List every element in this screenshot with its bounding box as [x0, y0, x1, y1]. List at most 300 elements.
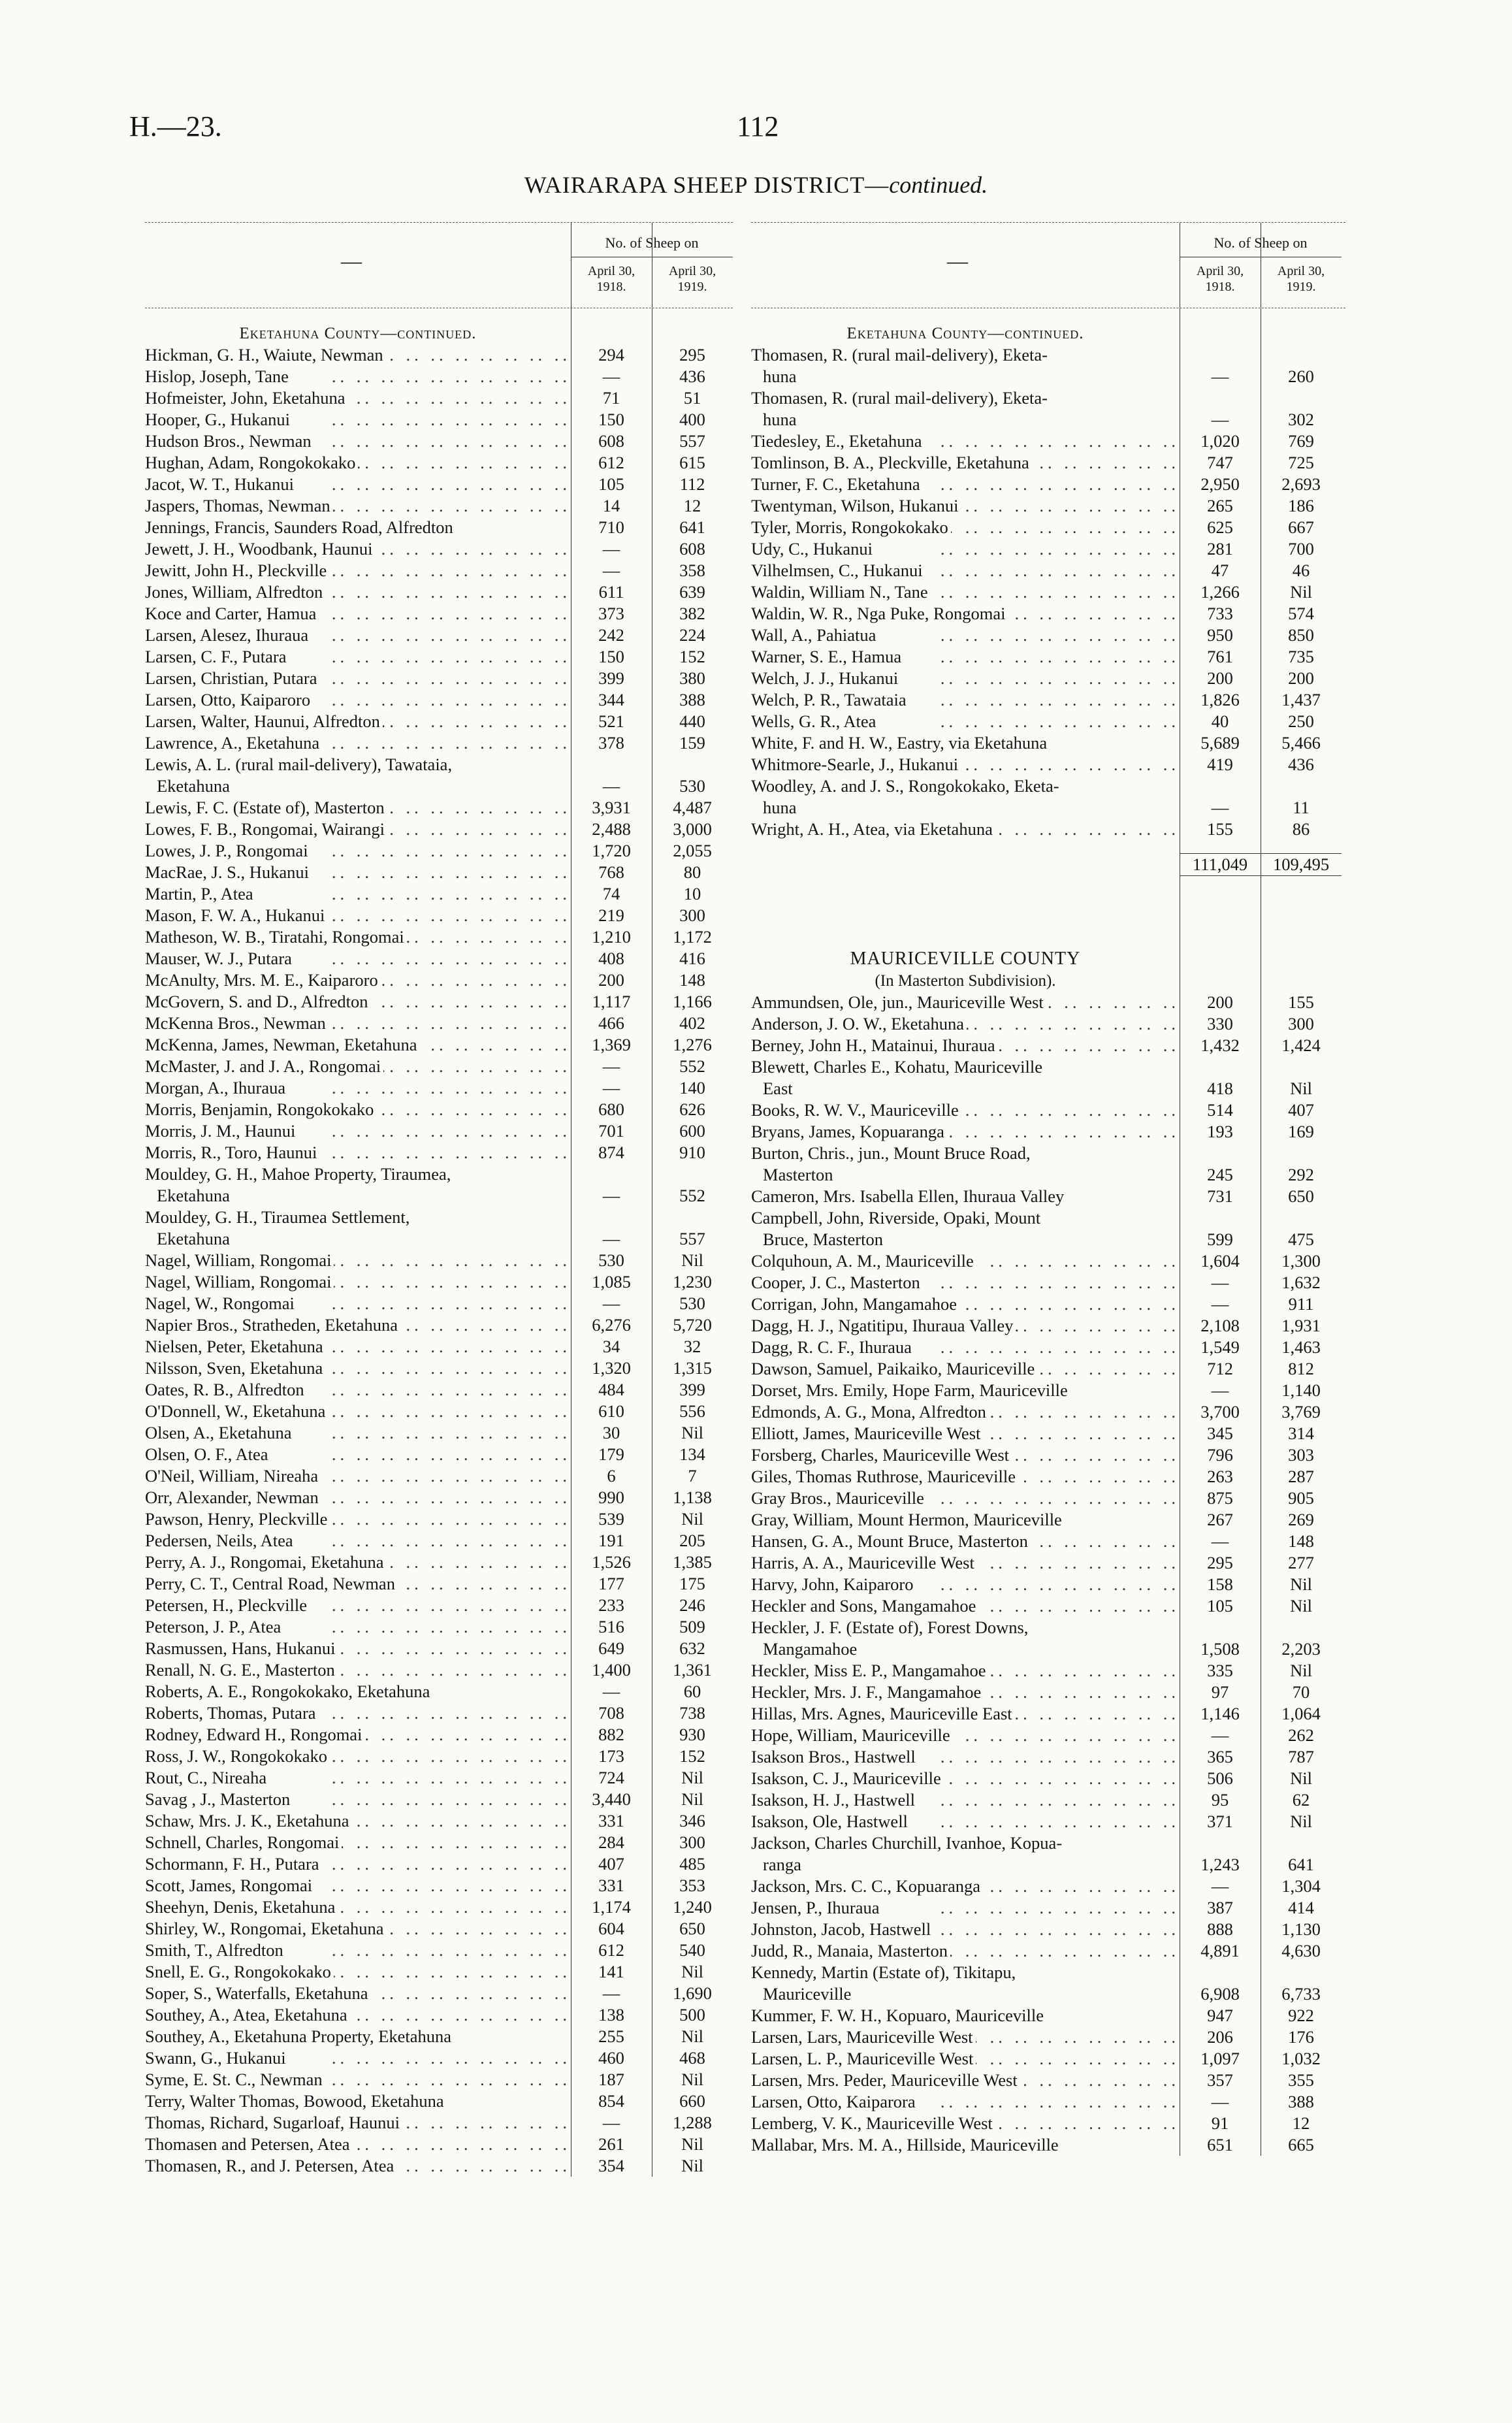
sheep-1919: 292 — [1288, 1165, 1314, 1184]
table-row — [145, 495, 733, 517]
holder-name: White, F. and H. W., Eastry, via Eketahuna — [751, 732, 1180, 754]
table-row — [145, 1163, 733, 1207]
table-row — [145, 581, 733, 603]
sheep-1919: 300 — [679, 905, 705, 925]
table-row — [751, 1552, 1345, 1574]
table-row — [145, 1552, 733, 1573]
sheep-1919: 140 — [679, 1078, 705, 1098]
table-row — [751, 581, 1345, 603]
table-row — [751, 625, 1345, 646]
sheep-1919: 416 — [679, 949, 705, 968]
sheep-1918: 530 — [598, 1250, 624, 1270]
table-row — [751, 2091, 1345, 2113]
holder-name-continued: Masterton — [763, 1165, 833, 1184]
sheep-1919: 600 — [679, 1121, 705, 1141]
holder-name: Tomlinson, B. A., Pleckville, Eketahuna .. — [751, 452, 1180, 474]
holder-name: Hillas, Mrs. Agnes, Mauriceville East .. — [751, 1703, 1180, 1725]
holder-name: Larsen, Walter, Haunui, Alfredton .. — [145, 711, 571, 732]
page-reference: H.—23. — [129, 110, 222, 142]
sheep-1918: 1,243 — [1200, 1855, 1240, 1874]
holder-name: Colquhoun, A. M., Mauriceville .. — [751, 1250, 1180, 1272]
table-row — [145, 2026, 733, 2047]
holder-name: Kummer, F. W. H., Kopuaro, Mauriceville — [751, 2005, 1180, 2026]
table-row — [145, 991, 733, 1013]
holder-name: Tyler, Morris, Rongokokako .. — [751, 517, 1180, 538]
sheep-1918: 365 — [1207, 1747, 1233, 1766]
sheep-1919: 632 — [679, 1638, 705, 1658]
sheep-1919: 436 — [1288, 755, 1314, 774]
table-row — [145, 2047, 733, 2069]
holder-name: Wall, A., Pahiatua .. — [751, 625, 1180, 646]
sheep-1919: 155 — [1288, 992, 1314, 1012]
holder-name: Larsen, Mrs. Peder, Mauriceville West .. — [751, 2070, 1180, 2091]
sheep-1919: 300 — [679, 1832, 705, 1852]
sheep-1919: 922 — [1288, 2006, 1314, 2025]
sheep-1919: 475 — [1288, 1229, 1314, 1249]
sheep-1919: 930 — [679, 1725, 705, 1744]
holder-name: Dawson, Samuel, Paikaiko, Mauriceville .. — [751, 1358, 1180, 1380]
sheep-1919: 148 — [679, 970, 705, 990]
sheep-1918: — — [1211, 1273, 1229, 1292]
table-row — [145, 1940, 733, 1961]
sheep-1918: 242 — [598, 625, 624, 645]
sheep-1918: 1,720 — [592, 841, 631, 860]
sheep-1919: Nil — [1290, 1596, 1312, 1616]
sheep-1918: 731 — [1207, 1186, 1233, 1206]
sheep-1919: 905 — [1288, 1488, 1314, 1508]
sheep-1919: 260 — [1288, 366, 1314, 386]
sheep-1919: 388 — [679, 690, 705, 709]
table-row — [145, 1595, 733, 1616]
table-row — [751, 1811, 1345, 1832]
sheep-1919: 10 — [683, 884, 701, 903]
table-row — [751, 1725, 1345, 1746]
total-1918: 111,049 — [1180, 853, 1261, 876]
sheep-1919: 557 — [679, 1229, 705, 1248]
table-row — [145, 2155, 733, 2177]
sheep-1918: 516 — [598, 1617, 624, 1636]
sheep-1919: 608 — [679, 539, 705, 559]
holder-name: Schnell, Charles, Rongomai .. — [145, 1832, 571, 1853]
sheep-1918: 1,320 — [592, 1358, 631, 1378]
sheep-1918: 408 — [598, 949, 624, 968]
header-year-1919: April 30, 1919. — [668, 264, 716, 294]
sheep-1919: 650 — [1288, 1186, 1314, 1206]
table-row — [751, 711, 1345, 732]
table-row — [751, 1962, 1345, 2005]
sheep-1918: 233 — [598, 1595, 624, 1615]
holder-name: Hislop, Joseph, Tane .. — [145, 366, 571, 387]
holder-name-continued: Eketahuna — [157, 1229, 230, 1248]
table-row — [145, 646, 733, 668]
holder-name: Heckler, Miss E. P., Mangamahoe .. — [751, 1660, 1180, 1682]
holder-name: Olsen, O. F., Atea .. — [145, 1444, 571, 1465]
sheep-1919: 530 — [679, 776, 705, 796]
sheep-1918: 768 — [598, 862, 624, 882]
table-row — [145, 409, 733, 431]
sheep-1919: 407 — [1288, 1100, 1314, 1120]
sheep-1918: 599 — [1207, 1229, 1233, 1249]
heading-main: WAIRARAPA SHEEP DISTRICT— — [524, 172, 890, 198]
holder-name-continued: Bruce, Masterton — [763, 1229, 883, 1249]
sheep-1919: 269 — [1288, 1510, 1314, 1529]
sheep-1918: 150 — [598, 647, 624, 666]
table-row — [145, 1013, 733, 1034]
sheep-1919: 850 — [1288, 625, 1314, 645]
sheep-1918: 187 — [598, 2070, 624, 2089]
sheep-1919: 787 — [1288, 1747, 1314, 1766]
sheep-1919: 134 — [679, 1444, 705, 1464]
table-row — [751, 1250, 1345, 1272]
holder-name: Snell, E. G., Rongokokako .. — [145, 1961, 571, 1983]
holder-name: Cooper, J. C., Masterton .. — [751, 1272, 1180, 1293]
holder-name: Jewett, J. H., Woodbank, Haunui .. — [145, 538, 571, 560]
section-title-mauriceville: MAURICEVILLE COUNTY — [850, 949, 1081, 969]
table-row — [751, 474, 1345, 495]
sheep-1918: 40 — [1211, 711, 1229, 731]
right-table-body — [751, 308, 1345, 2156]
sheep-1918: 105 — [1207, 1596, 1233, 1616]
holder-name: Dagg, H. J., Ngatitipu, Ihuraua Valley .. — [751, 1315, 1180, 1337]
sheep-1918: 484 — [598, 1380, 624, 1399]
sheep-1918: 354 — [598, 2156, 624, 2175]
table-row — [145, 1875, 733, 1896]
sheep-1919: 436 — [679, 366, 705, 386]
sheep-1918: — — [1211, 2092, 1229, 2111]
sheep-1919: Nil — [681, 1509, 703, 1529]
holder-name: Waldin, William N., Tane .. — [751, 581, 1180, 603]
holder-name: Olsen, A., Eketahuna .. — [145, 1422, 571, 1444]
sheep-1919: 2,055 — [673, 841, 712, 860]
section-title-eketahuna: Eketahuna County—continued. — [846, 325, 1084, 342]
table-row — [145, 1056, 733, 1077]
holder-name: Wright, A. H., Atea, via Eketahuna .. — [751, 819, 1180, 840]
sheep-1918: 796 — [1207, 1445, 1233, 1465]
holder-name: Edmonds, A. G., Mona, Alfredton .. — [751, 1401, 1180, 1423]
holder-name: Roberts, Thomas, Putara .. — [145, 1702, 571, 1724]
sheep-1919: 224 — [679, 625, 705, 645]
table-row — [145, 1207, 733, 1250]
holder-name: Isakson, H. J., Hastwell .. — [751, 1789, 1180, 1811]
table-row — [145, 1810, 733, 1832]
sheep-1919: 62 — [1292, 1790, 1310, 1810]
total-1919: 109,495 — [1261, 853, 1342, 876]
sheep-1918: 357 — [1207, 2070, 1233, 2090]
holder-name: Turner, F. C., Eketahuna .. — [751, 474, 1180, 495]
holder-name-continued: Mauriceville — [763, 1984, 852, 2004]
sheep-1919: 1,632 — [1281, 1273, 1321, 1292]
holder-name-continued: huna — [763, 366, 797, 386]
sheep-1918: 710 — [598, 517, 624, 537]
holder-name: Dorset, Mrs. Emily, Hope Farm, Mauriceville — [751, 1380, 1180, 1401]
sheep-1919: 641 — [1288, 1855, 1314, 1874]
sheep-1919: 1,385 — [673, 1552, 712, 1572]
sheep-1918: 651 — [1207, 2135, 1233, 2155]
holder-name: Nagel, William, Rongomai .. — [145, 1271, 571, 1293]
holder-name: Kennedy, Martin (Estate of), Tikitapu, — [751, 1962, 1180, 1983]
holder-name: Lawrence, A., Eketahuna .. — [145, 732, 571, 754]
sheep-1919: 314 — [1288, 1423, 1314, 1443]
holder-name: McMaster, J. and J. A., Rongomai .. — [145, 1056, 571, 1077]
sheep-1918: — — [602, 1078, 620, 1098]
sheep-1919: 615 — [679, 453, 705, 472]
table-row — [751, 495, 1345, 517]
sheep-1918: 1,549 — [1200, 1337, 1240, 1357]
table-row — [751, 1488, 1345, 1509]
holder-name: Pawson, Henry, Pleckville .. — [145, 1508, 571, 1530]
sheep-1918: 173 — [598, 1746, 624, 1766]
sheep-1918: — — [602, 1983, 620, 2003]
sheep-1919: Nil — [681, 1423, 703, 1442]
sheep-1919: 1,064 — [1281, 1704, 1321, 1723]
sheep-1918: 200 — [598, 970, 624, 990]
table-row — [751, 517, 1345, 538]
sheep-1918: — — [1211, 1531, 1229, 1551]
sheep-1919: 468 — [679, 2048, 705, 2068]
holder-name: Nielsen, Peter, Eketahuna .. — [145, 1336, 571, 1358]
table-row — [751, 646, 1345, 668]
sheep-1918: 281 — [1207, 539, 1233, 559]
table-row — [145, 797, 733, 819]
sheep-1918: 761 — [1207, 647, 1233, 666]
holder-name-continued: Eketahuna — [157, 776, 230, 796]
holder-name: Thomasen, R., and J. Petersen, Atea .. — [145, 2155, 571, 2177]
table-row — [145, 2069, 733, 2090]
table-row — [751, 1315, 1345, 1337]
sheep-1919: 358 — [679, 561, 705, 580]
sheep-1918: 105 — [598, 474, 624, 494]
sheep-1918: — — [1211, 1876, 1229, 1896]
sheep-1918: 331 — [598, 1811, 624, 1830]
table-row — [145, 344, 733, 366]
sheep-1919: 700 — [1288, 539, 1314, 559]
table-row — [145, 926, 733, 948]
sheep-1919: 399 — [679, 1380, 705, 1399]
sheep-1919: 12 — [683, 496, 701, 515]
holder-name: Jennings, Francis, Saunders Road, Alfredton — [145, 517, 571, 538]
holder-name: Mouldey, G. H., Mahoe Property, Tiraumea, — [145, 1163, 571, 1185]
table-row — [145, 1142, 733, 1163]
table-row — [145, 1724, 733, 1746]
sheep-1919: 46 — [1292, 561, 1310, 580]
table-row — [145, 1401, 733, 1422]
sheep-1919: 4,487 — [673, 798, 712, 817]
holder-name: Thomas, Richard, Sugarloaf, Haunui .. — [145, 2112, 571, 2134]
sheep-1919: 665 — [1288, 2135, 1314, 2155]
holder-name: Thomasen and Petersen, Atea .. — [145, 2134, 571, 2155]
table-row — [751, 992, 1345, 1013]
table-row — [145, 2090, 733, 2112]
sheep-1919: 200 — [1288, 668, 1314, 688]
sheep-1919: 667 — [1288, 517, 1314, 537]
left-column — [145, 222, 733, 2177]
holder-name: Sheehyn, Denis, Eketahuna .. — [145, 1896, 571, 1918]
holder-name: Rodney, Edward H., Rongomai .. — [145, 1724, 571, 1746]
table-row — [751, 1897, 1345, 1919]
sheep-1919: 414 — [1288, 1898, 1314, 1917]
sheep-1919: 355 — [1288, 2070, 1314, 2090]
table-row — [145, 1659, 733, 1681]
table-row — [145, 1896, 733, 1918]
holder-name: Hope, William, Mauriceville .. — [751, 1725, 1180, 1746]
sheep-1918: — — [1211, 1380, 1229, 1400]
sheep-1918: 219 — [598, 905, 624, 925]
table-row — [751, 538, 1345, 560]
holder-name: Blewett, Charles E., Kohatu, Mauriceville — [751, 1056, 1180, 1078]
table-row — [145, 1746, 733, 1767]
holder-name: Southey, A., Atea, Eketahuna .. — [145, 2004, 571, 2026]
sheep-1918: 294 — [598, 345, 624, 365]
table-row — [145, 1099, 733, 1120]
sheep-1918: — — [602, 776, 620, 796]
sheep-1918: 460 — [598, 2048, 624, 2068]
sheep-1918: 947 — [1207, 2006, 1233, 2025]
sheep-1919: 1,437 — [1281, 690, 1321, 709]
sheep-1918: 193 — [1207, 1122, 1233, 1141]
holder-name: Perry, C. T., Central Road, Newman .. — [145, 1573, 571, 1595]
sheep-1918: 5,689 — [1200, 733, 1240, 753]
sheep-1919: 32 — [683, 1337, 701, 1356]
table-row — [145, 1681, 733, 1702]
sheep-1918: — — [1211, 1294, 1229, 1314]
table-row — [145, 1444, 733, 1465]
sheep-1919: 2,203 — [1281, 1639, 1321, 1659]
header-dash: — — [947, 249, 968, 272]
sheep-1918: 875 — [1207, 1488, 1233, 1508]
sheep-1918: 179 — [598, 1444, 624, 1464]
table-row — [751, 1013, 1345, 1035]
table-row — [751, 452, 1345, 474]
sheep-1919: 1,300 — [1281, 1251, 1321, 1271]
sheep-1919: Nil — [681, 2070, 703, 2089]
table-row — [145, 1271, 733, 1293]
table-row — [145, 1983, 733, 2004]
holder-name: Smith, T., Alfredton .. — [145, 1940, 571, 1961]
sheep-1919: 5,720 — [673, 1315, 712, 1335]
holder-name: Peterson, J. P., Atea .. — [145, 1616, 571, 1638]
table-row — [751, 689, 1345, 711]
sheep-1918: 74 — [602, 884, 620, 903]
holder-name-continued: Mangamahoe — [763, 1639, 858, 1659]
table-row — [145, 560, 733, 581]
holder-name: Scott, James, Rongomai .. — [145, 1875, 571, 1896]
table-row — [145, 625, 733, 646]
sheep-1919: 7 — [688, 1466, 697, 1486]
table-row — [145, 1314, 733, 1336]
sheep-1918: 371 — [1207, 1812, 1233, 1831]
table-row — [145, 1250, 733, 1271]
sheep-1918: 71 — [602, 388, 620, 408]
holder-name: Harris, A. A., Mauriceville West .. — [751, 1552, 1180, 1574]
holder-name: Hughan, Adam, Rongokokako .. — [145, 452, 571, 474]
sheep-1919: 911 — [1288, 1294, 1314, 1314]
holder-name: Savag , J., Masterton .. — [145, 1789, 571, 1810]
table-row — [145, 1702, 733, 1724]
sheep-1919: 509 — [679, 1617, 705, 1636]
table-row — [751, 1660, 1345, 1682]
holder-name: Nagel, W., Rongomai .. — [145, 1293, 571, 1314]
table-row — [145, 862, 733, 883]
section-subtitle-mauriceville: (In Masterton Subdivision). — [875, 972, 1056, 990]
holder-name: Orr, Alexander, Newman .. — [145, 1487, 571, 1508]
sheep-1918: 378 — [598, 733, 624, 753]
sheep-1919: 402 — [679, 1013, 705, 1033]
left-table-header — [145, 222, 733, 308]
sheep-1919: 556 — [679, 1401, 705, 1421]
sheep-1919: 5,466 — [1281, 733, 1321, 753]
sheep-1919: 152 — [679, 1746, 705, 1766]
table-row — [145, 1918, 733, 1940]
table-row — [751, 560, 1345, 581]
sheep-1918: 724 — [598, 1768, 624, 1787]
holder-name: Giles, Thomas Ruthrose, Mauriceville .. — [751, 1466, 1180, 1488]
sheep-1918: 1,117 — [592, 992, 631, 1011]
sheep-1918: 604 — [598, 1919, 624, 1938]
table-row — [751, 1574, 1345, 1595]
holder-name: Swann, G., Hukanui .. — [145, 2047, 571, 2069]
sheep-1919: 175 — [679, 1574, 705, 1593]
table-row — [751, 1272, 1345, 1293]
table-row — [751, 775, 1345, 819]
table-row — [145, 711, 733, 732]
sheep-1918: 399 — [598, 668, 624, 688]
sheep-1918: 1,432 — [1200, 1035, 1240, 1055]
sheep-1918: 625 — [1207, 517, 1233, 537]
table-row — [751, 819, 1345, 840]
holder-name: Udy, C., Hukanui .. — [751, 538, 1180, 560]
sheep-1918: 1,020 — [1200, 431, 1240, 451]
sheep-1918: 3,440 — [592, 1789, 631, 1809]
holder-name: Welch, J. J., Hukanui .. — [751, 668, 1180, 689]
sheep-1919: 1,140 — [1281, 1380, 1321, 1400]
table-row — [751, 431, 1345, 452]
sheep-1919: Nil — [681, 1789, 703, 1809]
sheep-1918: 1,400 — [592, 1660, 631, 1680]
left-table-body — [145, 308, 733, 2177]
table-row — [145, 1767, 733, 1789]
sheep-1918: 1,369 — [592, 1035, 631, 1054]
table-row — [145, 1530, 733, 1552]
holder-name: Syme, E. St. C., Newman .. — [145, 2069, 571, 2090]
sheep-1919: 388 — [1288, 2092, 1314, 2111]
sheep-1919: 1,690 — [673, 1983, 712, 2003]
sheep-1918: 6,276 — [592, 1315, 631, 1335]
header-year-1918: April 30, 1918. — [587, 264, 635, 294]
sheep-1918: 610 — [598, 1401, 624, 1421]
holder-name: Petersen, H., Pleckville .. — [145, 1595, 571, 1616]
sheep-1919: 400 — [679, 410, 705, 429]
holder-name: Hofmeister, John, Eketahuna .. — [145, 387, 571, 409]
sheep-1919: 159 — [679, 733, 705, 753]
holder-name: Matheson, W. B., Tiratahi, Rongomai .. — [145, 926, 571, 948]
table-row — [145, 754, 733, 797]
table-row — [751, 1595, 1345, 1617]
table-row — [751, 1186, 1345, 1207]
table-row — [751, 1940, 1345, 1962]
sheep-1918: 2,488 — [592, 819, 631, 839]
sheep-1918: 1,526 — [592, 1552, 631, 1572]
holder-name-continued: huna — [763, 798, 797, 817]
table-row — [751, 2070, 1345, 2091]
sheep-1918: 261 — [598, 2134, 624, 2154]
sheep-1919: 530 — [679, 1293, 705, 1313]
table-row — [145, 517, 733, 538]
holder-name: MacRae, J. S., Hukanui .. — [145, 862, 571, 883]
holder-name: Martin, P., Atea .. — [145, 883, 571, 905]
sheep-1918: 177 — [598, 1574, 624, 1593]
table-row — [751, 1337, 1345, 1358]
sheep-1918: 245 — [1207, 1165, 1233, 1184]
